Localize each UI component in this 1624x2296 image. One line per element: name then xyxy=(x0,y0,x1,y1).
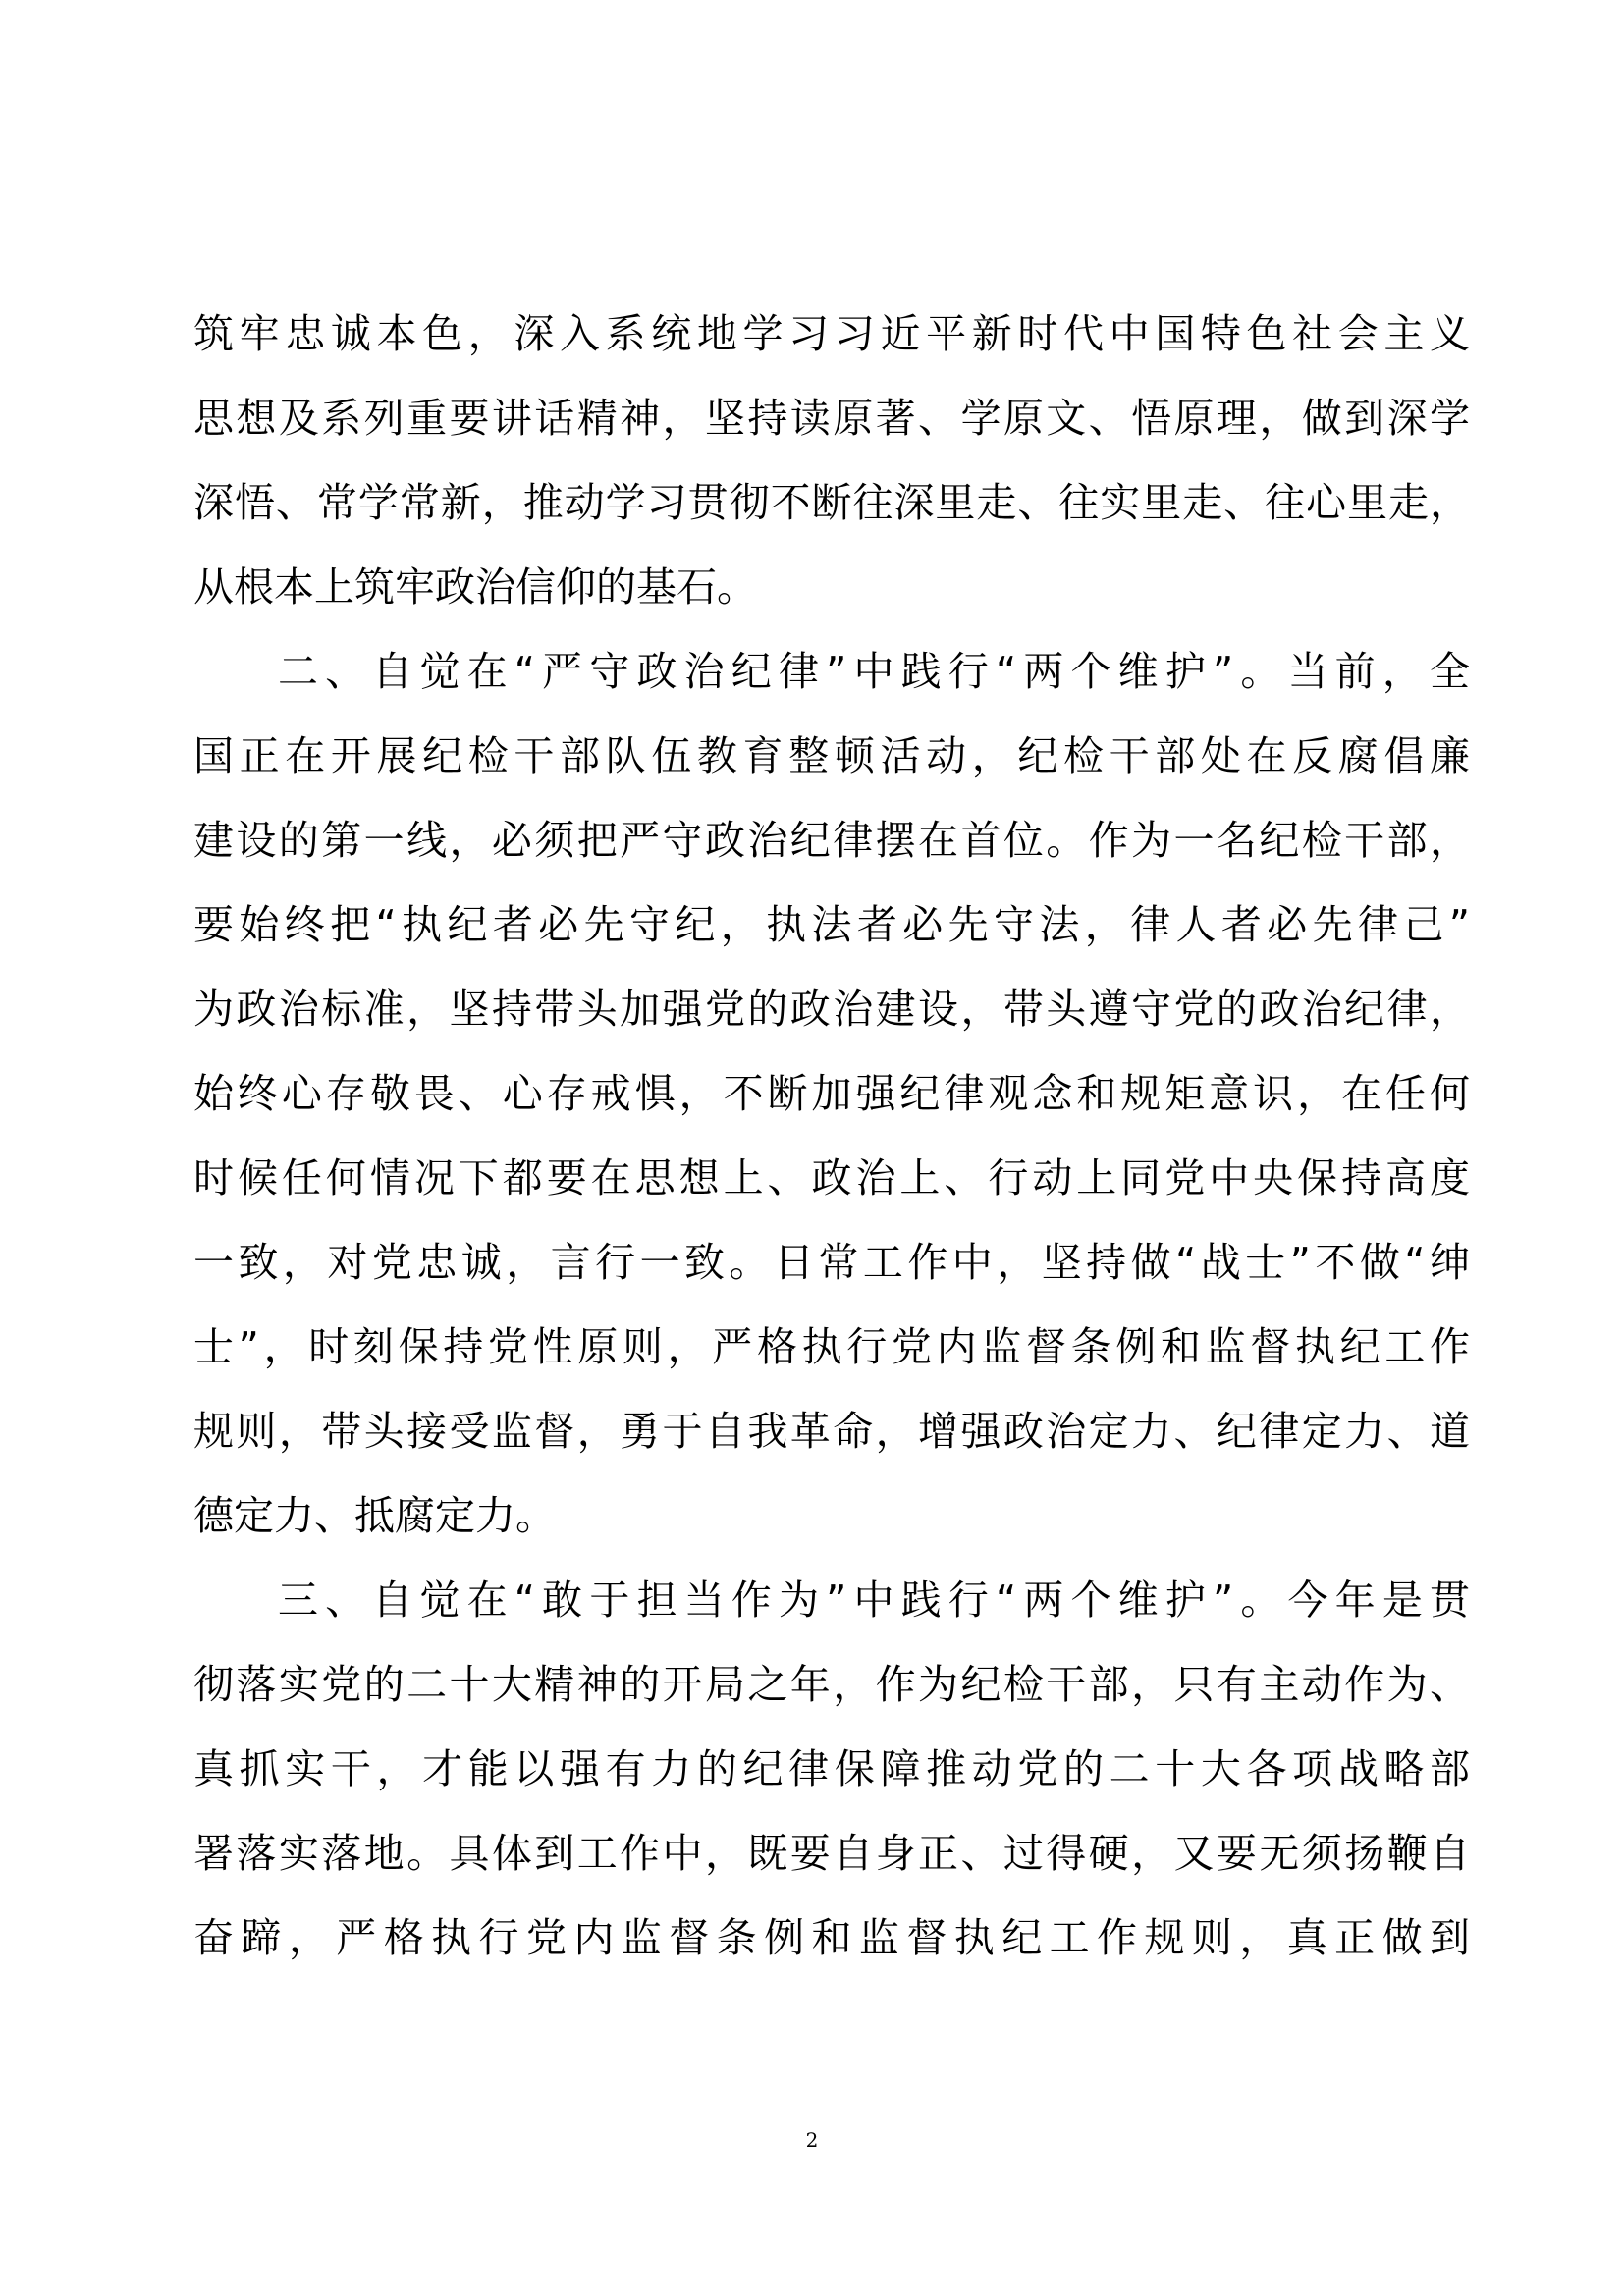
text-line: 深悟、常学常新，推动学习贯彻不断往深里走、往实里走、往心里走， xyxy=(193,479,1470,526)
text-line: 二、自觉在“严守政治纪律”中践行“两个维护”。当前，全 xyxy=(278,648,1470,695)
text-line: 为政治标准，坚持带头加强党的政治建设，带头遵守党的政治纪律， xyxy=(193,986,1470,1033)
text-line: 从根本上筑牢政治信仰的基石。 xyxy=(193,563,757,611)
text-line: 规则，带头接受监督，勇于自我革命，增强政治定力、纪律定力、道 xyxy=(193,1408,1470,1455)
paragraph-1 xyxy=(193,292,1470,629)
text-line: 思想及系列重要讲话精神，坚持读原著、学原文、悟原理，做到深学 xyxy=(193,395,1470,442)
text-line: 奋蹄，严格执行党内监督条例和监督执纪工作规则，真正做到 xyxy=(193,1914,1470,1961)
document-body xyxy=(193,292,1470,1980)
text-line: 一致，对党忠诚，言行一致。日常工作中，坚持做“战士”不做“绅 xyxy=(193,1239,1470,1286)
paragraph-3 xyxy=(193,1558,1470,1980)
text-line: 德定力、抵腐定力。 xyxy=(193,1492,556,1539)
text-line: 筑牢忠诚本色，深入系统地学习习近平新时代中国特色社会主义 xyxy=(193,310,1470,357)
text-line: 要始终把“执纪者必先守纪，执法者必先守法，律人者必先律己” xyxy=(193,901,1470,948)
text-line: 时候任何情况下都要在思想上、政治上、行动上同党中央保持高度 xyxy=(193,1154,1470,1201)
text-line: 真抓实干，才能以强有力的纪律保障推动党的二十大各项战略部 xyxy=(193,1745,1470,1792)
text-line: 彻落实党的二十大精神的开局之年，作为纪检干部，只有主动作为、 xyxy=(193,1661,1470,1708)
text-line: 三、自觉在“敢于担当作为”中践行“两个维护”。今年是贯 xyxy=(278,1576,1470,1624)
text-line: 始终心存敬畏、心存戒惧，不断加强纪律观念和规矩意识，在任何 xyxy=(193,1070,1470,1117)
text-line: 建设的第一线，必须把严守政治纪律摆在首位。作为一名纪检干部， xyxy=(193,817,1470,864)
text-line: 士”，时刻保持党性原则，严格执行党内监督条例和监督执纪工作 xyxy=(193,1323,1470,1370)
paragraph-2 xyxy=(193,629,1470,1558)
text-line: 署落实落地。具体到工作中，既要自身正、过得硬，又要无须扬鞭自 xyxy=(193,1830,1470,1877)
page-number: 2 xyxy=(805,2128,819,2152)
text-line: 国正在开展纪检干部队伍教育整顿活动，纪检干部处在反腐倡廉 xyxy=(193,732,1470,779)
